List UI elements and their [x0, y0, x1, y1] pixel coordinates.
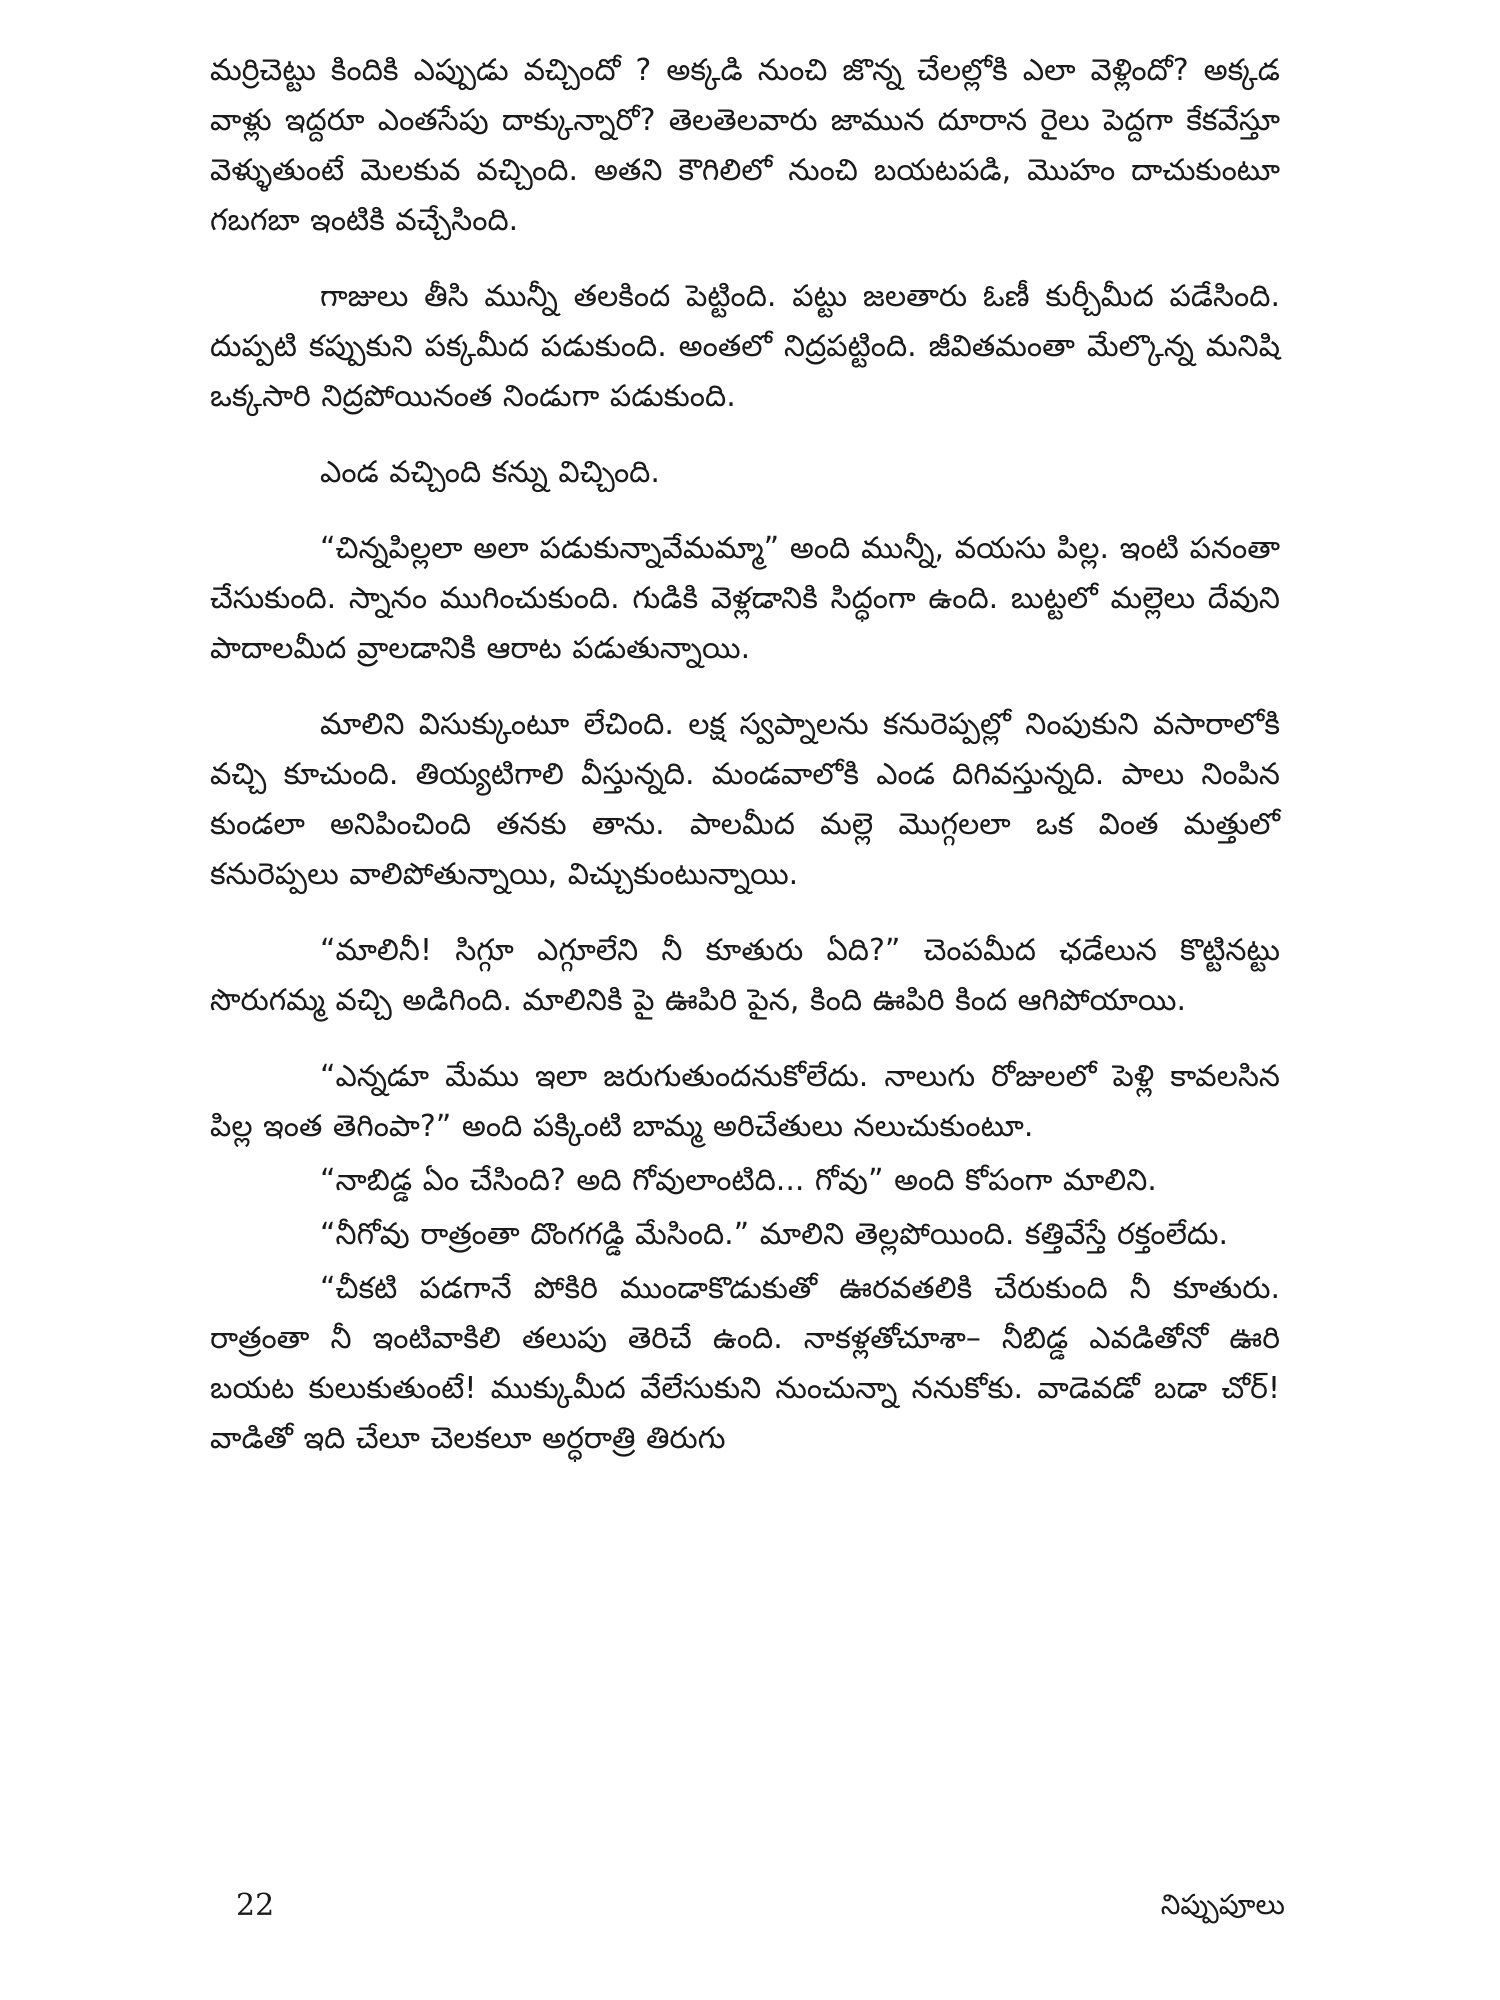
paragraph-8: “నాబిడ్డ ఏం చేసింది? అది గోవులాంటిది... గోవు” అంది కోపంగా మాలిని. [320, 1163, 1157, 1198]
page-body [210, 46, 1280, 1464]
paragraph-1: మర్రిచెట్టు కిందికి ఎప్పుడు వచ్చిందో ? అక్కడి నుంచి జొన్న చేలల్లోకి ఎలా వెళ్లిందో? అక్కడ వాళ్లు ఇద్దరూ ఎంతసేపు దాక్కున్నారో? తెలతెలవారు జామున దూరాన రైలు పెద్దగా కేకవేస్తూ వెళ్ళుతుంటే మెలకువ వచ్చింది. అతని కౌగిలిలో నుంచి బయటపడి, మొహం దాచుకుంటూ గబగబా ఇంటికి వచ్చేసింది. [210, 53, 1280, 238]
paragraph-4: “చిన్నపిల్లలా అలా పడుకున్నావేమమ్మా” అంది మున్నీ, వయసు పిల్ల. ఇంటి పనంతా చేసుకుంది. స్నానం ముగించుకుంది. గుడికి వెళ్లడానికి సిద్ధంగా ఉంది. బుట్టలో మల్లెలు దేవుని పాదాలమీద వ్రాలడానికి ఆరాట పడుతున్నాయి. [210, 531, 1280, 666]
paragraph-9: “నీగోవు రాత్రంతా దొంగగడ్డి మేసింది.” మాలిని తెల్లపోయింది. కత్తివేస్తే రక్తంలేదు. [320, 1217, 1228, 1252]
paragraph-6: “మాలినీ! సిగ్గూ ఎగ్గూలేని నీ కూతురు ఏది?” చెంపమీద ఛడేలున కొట్టినట్టు సొరుగమ్మ వచ్చి అడిగింది. మాలినికి పై ఊపిరి పైన, కింది ఊపిరి కింద ఆగిపోయాయి. [210, 933, 1280, 1018]
paragraph-7: “ఎన్నడూ మేము ఇలా జరుగుతుందనుకోలేదు. నాలుగు రోజులలో పెళ్లి కావలసిన పిల్ల ఇంత తెగింపా?” అంది పక్కింటి బామ్మ అరిచేతులు నలుచుకుంటూ. [210, 1059, 1280, 1144]
book-title: నిప్పుపూలు [1160, 1888, 1285, 1921]
paragraph-5: మాలిని విసుక్కుంటూ లేచింది. లక్ష స్వప్నాలను కనురెప్పల్లో నింపుకుని వసారాలోకి వచ్చి కూచుంది. తియ్యటిగాలి వీస్తున్నది. మండవాలోకి ఎండ దిగివస్తున్నది. పాలు నింపిన కుండలా అనిపించింది తనకు తాను. పాలమీద మల్లె మొగ్గలలా ఒక వింత మత్తులో కనురెప్పలు వాలిపోతున్నాయి, విచ్చుకుంటున్నాయి. [210, 707, 1280, 892]
page-footer [236, 1888, 1285, 1932]
paragraph-2: గాజులు తీసి మున్నీ తలకింద పెట్టింది. పట్టు జలతారు ఓణీ కుర్చీమీద పడేసింది. దుప్పటి కప్పుకుని పక్కమీద పడుకుంది. అంతలో నిద్రపట్టింది. జీవితమంతా మేల్కొన్న మనిషి ఒక్కసారి నిద్రపోయినంత నిండుగా పడుకుంది. [210, 279, 1280, 414]
page-number: 22 [236, 1888, 275, 1923]
paragraph-3: ఎండ వచ్చింది కన్ను విచ్చింది. [320, 455, 660, 490]
paragraph-10: “చీకటి పడగానే పోకిరి ముండాకొడుకుతో ఊరవతలికి చేరుకుంది నీ కూతురు. రాత్రంతా నీ ఇంటివాకిలి తలుపు తెరిచే ఉంది. నాకళ్లతోచూశా– నీబిడ్డ ఎవడితోనో ఊరి బయట కులుకుతుంటే! ముక్కుమీద వేలేసుకుని నుంచున్నా ననుకోకు. వాడెవడో బడా చోర్! వాడితో ఇది చేలూ చెలకలూ అర్ధరాత్రి తిరుగు [210, 1271, 1280, 1456]
